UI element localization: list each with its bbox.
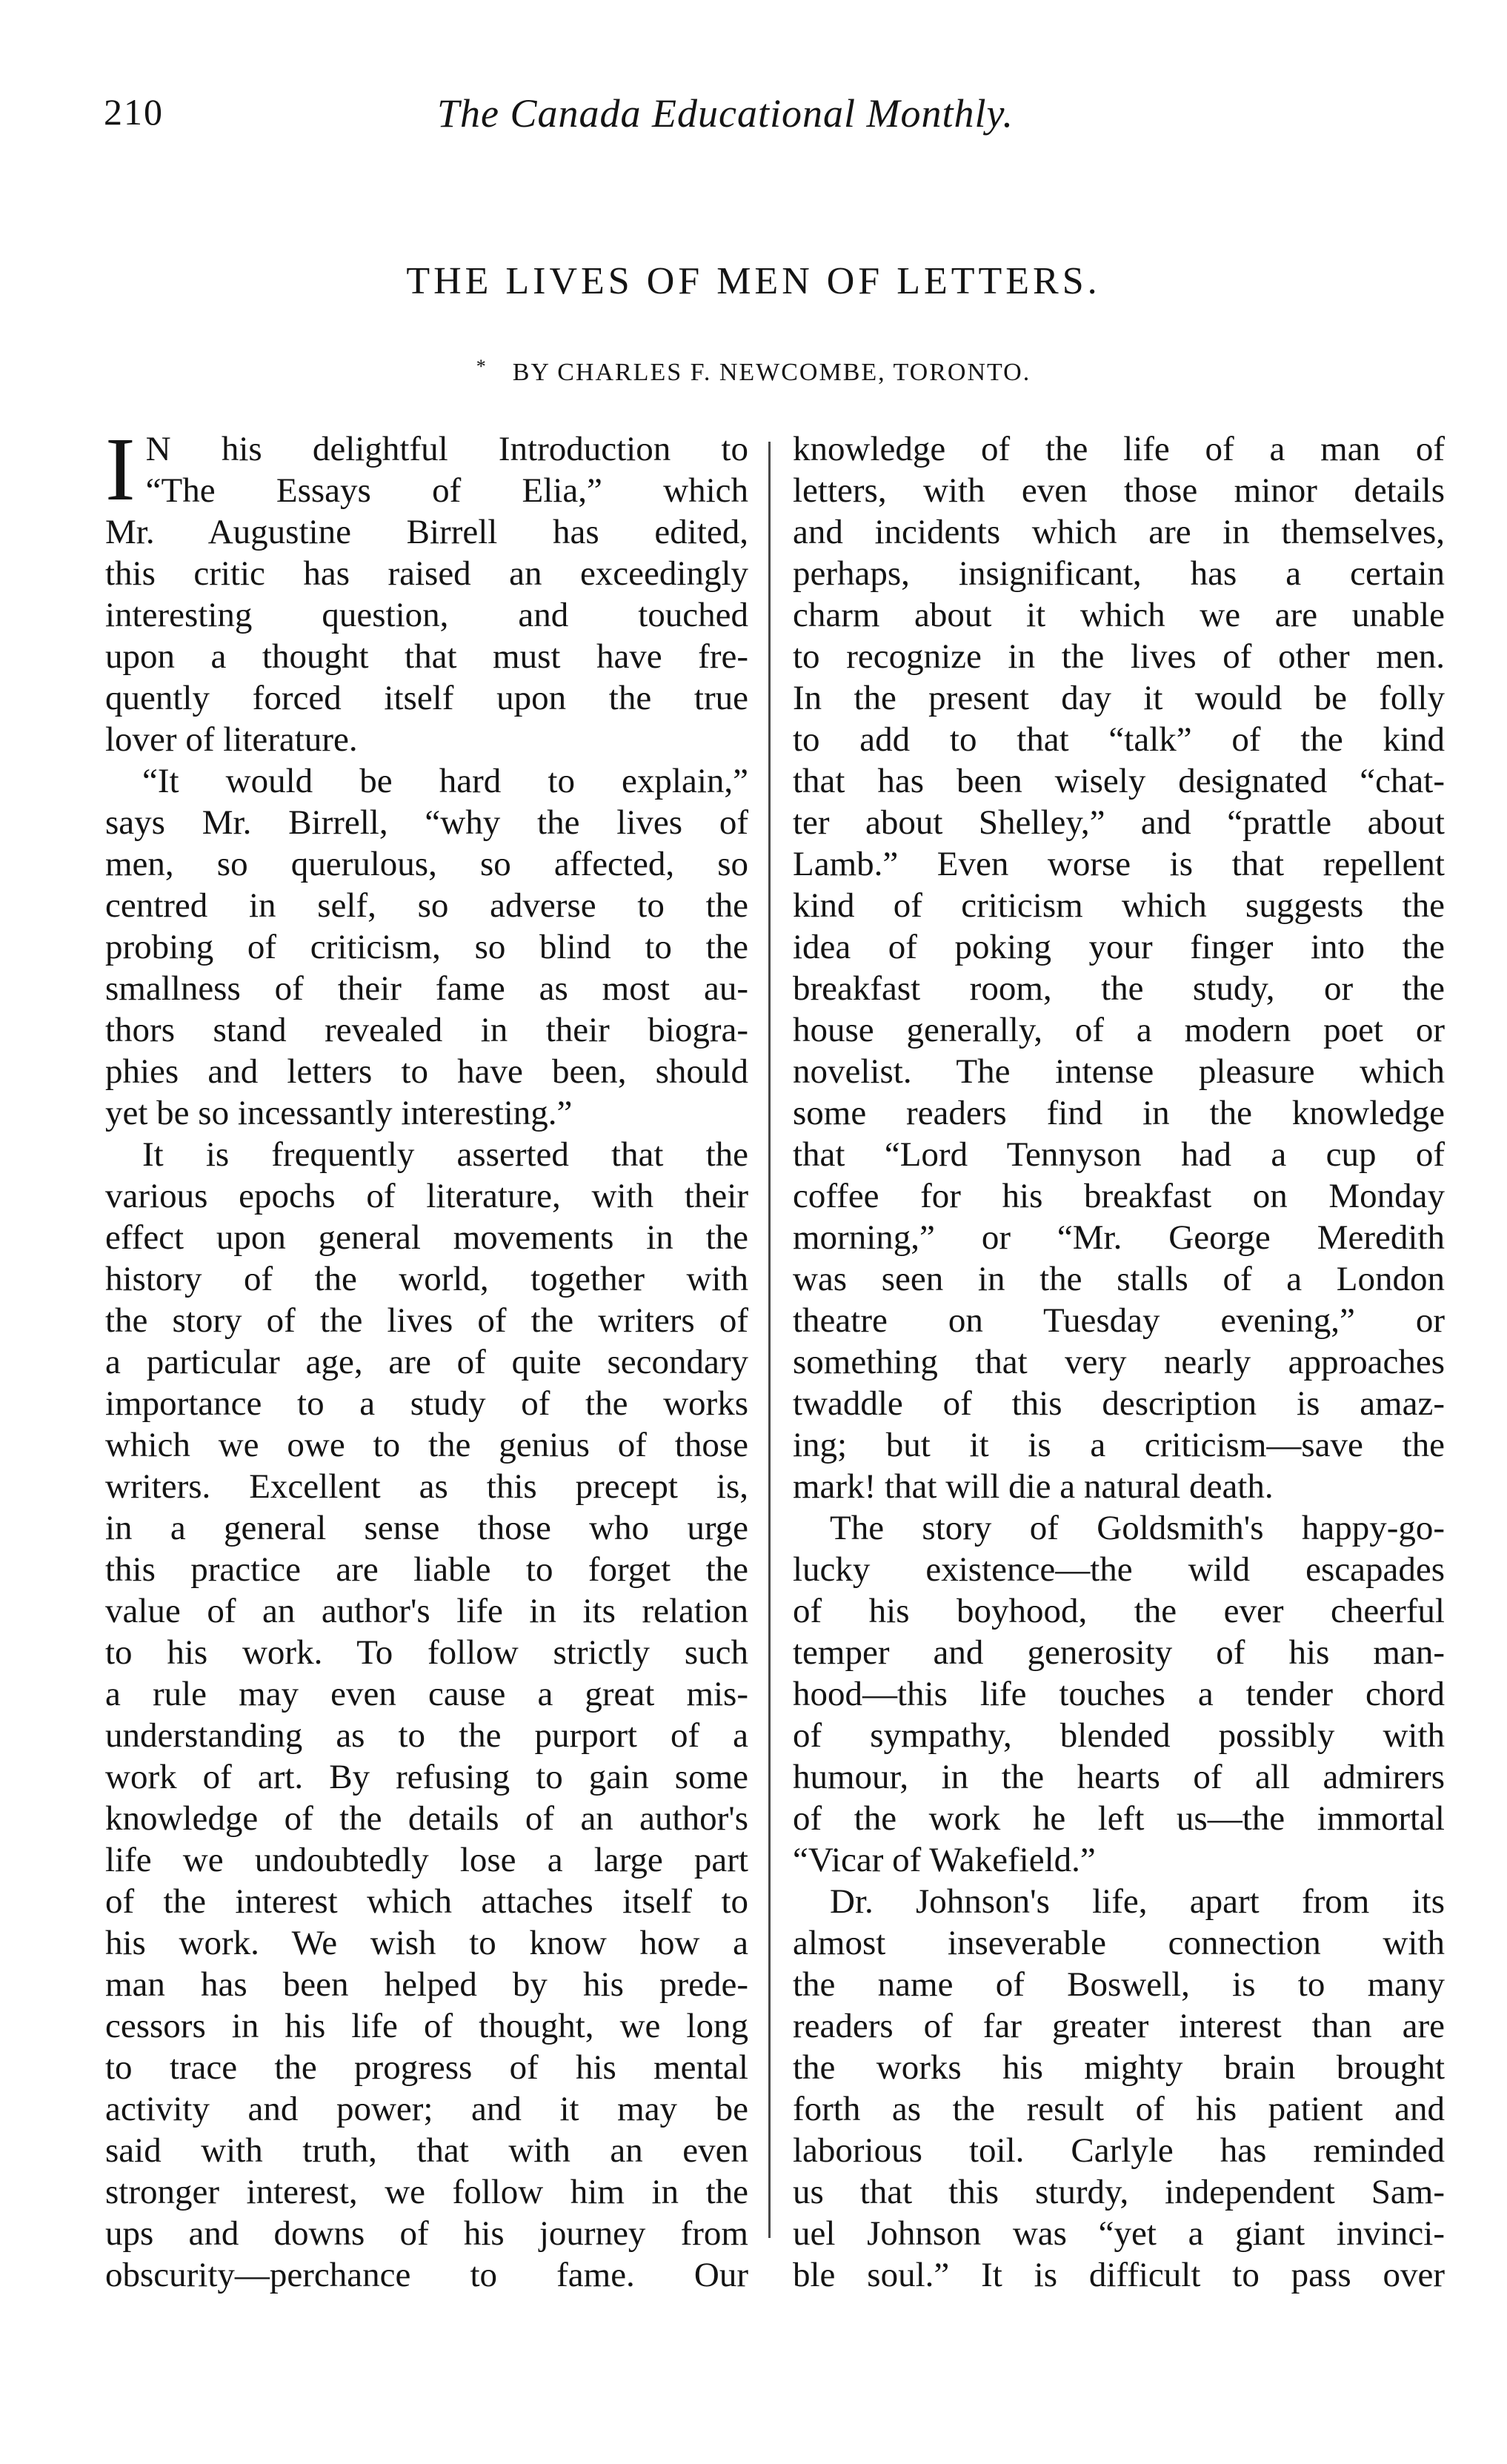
text-line: In the present day it would be folly — [793, 679, 1445, 717]
text-line: uel Johnson was “yet a giant invinci- — [793, 2214, 1445, 2253]
text-line: importance to a study of the works — [105, 1384, 748, 1423]
text-line: the works his mighty brain brought — [793, 2048, 1445, 2087]
text-line: of his boyhood, the ever cheerful — [793, 1592, 1445, 1630]
text-line: probing of criticism, so blind to the — [105, 928, 748, 966]
text-line: mark! that will die a natural death. — [793, 1467, 1274, 1506]
drop-cap: I — [105, 419, 136, 519]
text-line: life we undoubtedly lose a large part — [105, 1841, 748, 1879]
text-line: “The Essays of Elia,” which — [145, 471, 748, 510]
text-line: Mr. Augustine Birrell has edited, — [105, 513, 748, 551]
text-line: thors stand revealed in their biogra- — [105, 1011, 748, 1049]
text-line: of the work he left us—the immortal — [793, 1799, 1445, 1838]
text-line: value of an author's life in its relation — [105, 1592, 748, 1630]
text-line: lucky existence—the wild escapades — [793, 1550, 1445, 1589]
text-line: understanding as to the purport of a — [105, 1716, 748, 1755]
text-line: breakfast room, the study, or the — [793, 969, 1445, 1008]
text-line: to recognize in the lives of other men. — [793, 637, 1445, 676]
text-line: said with truth, that with an even — [105, 2131, 748, 2170]
text-line: readers of far greater interest than are — [793, 2007, 1445, 2045]
text-line: says Mr. Birrell, “why the lives of — [105, 803, 748, 842]
column-rule — [768, 442, 771, 2238]
text-line: smallness of their fame as most au- — [105, 969, 748, 1008]
text-line: obscurity—perchance to fame. Our — [105, 2256, 748, 2294]
text-line: almost inseverable connection with — [793, 1924, 1445, 1962]
journal-title: The Canada Educational Monthly. — [437, 91, 1014, 136]
text-line: “Vicar of Wakefield.” — [793, 1841, 1096, 1879]
text-line: ble soul.” It is difficult to pass over — [793, 2256, 1445, 2294]
text-line: ups and downs of his journey from — [105, 2214, 748, 2253]
text-line: upon a thought that must have fre- — [105, 637, 748, 676]
text-line: various epochs of literature, with their — [105, 1177, 748, 1215]
text-line: yet be so incessantly interesting.” — [105, 1094, 573, 1132]
text-line: ing; but it is a criticism—save the — [793, 1426, 1445, 1464]
byline-mark: * — [476, 356, 488, 377]
text-line: in a general sense those who urge — [105, 1509, 748, 1547]
text-line: and incidents which are in themselves, — [793, 513, 1445, 551]
text-line: to his work. To follow strictly such — [105, 1633, 748, 1672]
text-line: knowledge of the life of a man of — [793, 430, 1445, 468]
text-line: humour, in the hearts of all admirers — [793, 1758, 1445, 1796]
text-line: charm about it which we are unable — [793, 596, 1445, 634]
text-line: some readers find in the knowledge — [793, 1094, 1445, 1132]
text-line: N his delightful Introduction to — [145, 430, 748, 468]
left-column — [105, 419, 748, 2296]
text-line: idea of poking your finger into the — [793, 928, 1445, 966]
text-line: that has been wisely designated “chat- — [793, 762, 1445, 800]
text-line: centred in self, so adverse to the — [105, 886, 748, 925]
text-line: of the interest which attaches itself to — [105, 1882, 748, 1921]
text-line: to add to that “talk” of the kind — [793, 720, 1445, 759]
text-line: kind of criticism which suggests the — [793, 886, 1445, 925]
text-line: to trace the progress of his mental — [105, 2048, 748, 2087]
text-line: man has been helped by his prede- — [105, 1965, 748, 2004]
text-line: quently forced itself upon the true — [105, 679, 748, 717]
text-line: Lamb.” Even worse is that repellent — [793, 845, 1445, 883]
text-line: effect upon general movements in the — [105, 1218, 748, 1257]
text-line: temper and generosity of his man- — [793, 1633, 1445, 1672]
page-number: 210 — [104, 91, 164, 133]
text-line: history of the world, together with — [105, 1260, 748, 1298]
text-line: activity and power; and it may be — [105, 2090, 748, 2128]
byline — [0, 356, 1507, 387]
text-line: which we owe to the genius of those — [105, 1426, 748, 1464]
text-line: cessors in his life of thought, we long — [105, 2007, 748, 2045]
text-line: men, so querulous, so affected, so — [105, 845, 748, 883]
text-line: that “Lord Tennyson had a cup of — [793, 1135, 1445, 1174]
text-line: ter about Shelley,” and “prattle about — [793, 803, 1445, 842]
page-header — [104, 90, 1408, 142]
text-line: morning,” or “Mr. George Meredith — [793, 1218, 1445, 1257]
text-line: forth as the result of his patient and — [793, 2090, 1445, 2128]
text-line: The story of Goldsmith's happy-go- — [830, 1509, 1445, 1547]
text-line: theatre on Tuesday evening,” or — [793, 1301, 1445, 1340]
text-line: this critic has raised an exceedingly — [105, 554, 748, 593]
text-line: the story of the lives of the writers of — [105, 1301, 748, 1340]
text-line: his work. We wish to know how a — [105, 1924, 748, 1962]
text-line: the name of Boswell, is to many — [793, 1965, 1445, 2004]
article-title: THE LIVES OF MEN OF LETTERS. — [406, 260, 1101, 302]
text-line: stronger interest, we follow him in the — [105, 2173, 748, 2211]
text-line: of sympathy, blended possibly with — [793, 1716, 1445, 1755]
text-line: coffee for his breakfast on Monday — [793, 1177, 1445, 1215]
text-line: knowledge of the details of an author's — [105, 1799, 748, 1838]
text-line: lover of literature. — [105, 720, 358, 759]
right-column — [793, 428, 1445, 2296]
text-line: novelist. The intense pleasure which — [793, 1052, 1445, 1091]
text-line: interesting question, and touched — [105, 596, 748, 634]
text-line: this practice are liable to forget the — [105, 1550, 748, 1589]
text-line: work of art. By refusing to gain some — [105, 1758, 748, 1796]
text-line: a rule may even cause a great mis- — [105, 1675, 748, 1713]
text-line: “It would be hard to explain,” — [142, 762, 748, 800]
text-line: us that this sturdy, independent Sam- — [793, 2173, 1445, 2211]
text-line: writers. Excellent as this precept is, — [105, 1467, 748, 1506]
text-line: was seen in the stalls of a London — [793, 1260, 1445, 1298]
text-line: house generally, of a modern poet or — [793, 1011, 1445, 1049]
text-line: something that very nearly approaches — [793, 1343, 1445, 1381]
byline-text: BY CHARLES F. NEWCOMBE, TORONTO. — [512, 359, 1031, 386]
text-line: a particular age, are of quite secondary — [105, 1343, 748, 1381]
text-line: letters, with even those minor details — [793, 471, 1445, 510]
text-line: perhaps, insignificant, has a certain — [793, 554, 1445, 593]
text-line: laborious toil. Carlyle has reminded — [793, 2131, 1445, 2170]
text-line: hood—this life touches a tender chord — [793, 1675, 1445, 1713]
text-line: It is frequently asserted that the — [142, 1135, 748, 1174]
text-line: twaddle of this description is amaz- — [793, 1384, 1445, 1423]
text-line: Dr. Johnson's life, apart from its — [830, 1882, 1445, 1921]
text-line: phies and letters to have been, should — [105, 1052, 748, 1091]
